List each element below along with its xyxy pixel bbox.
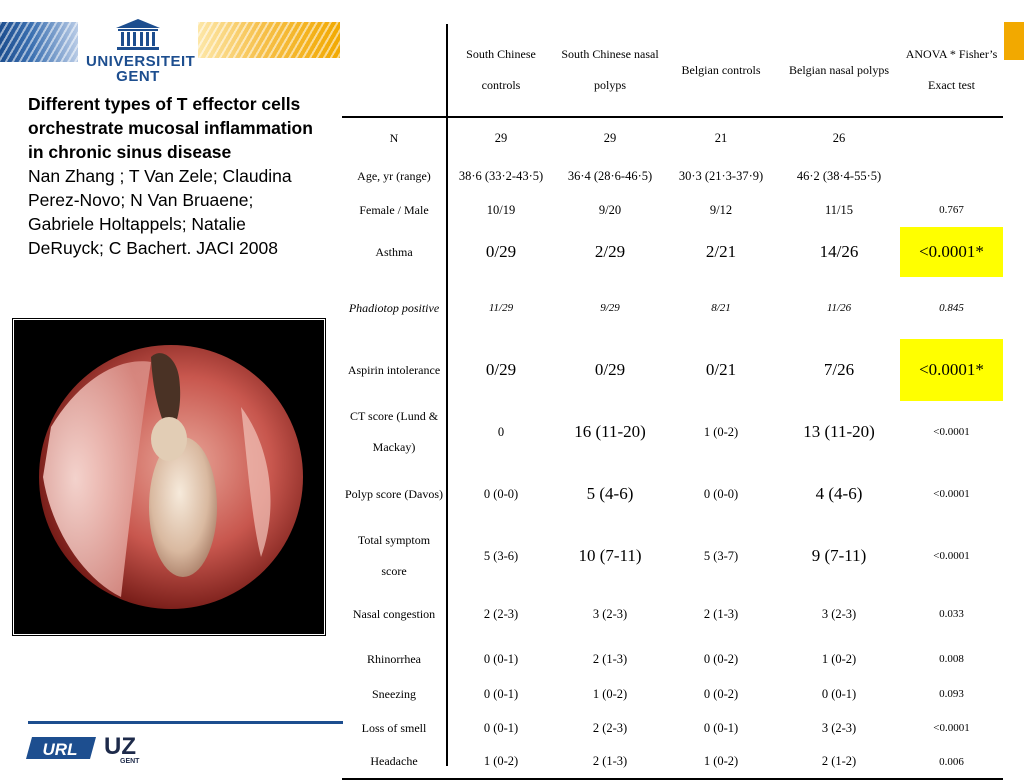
highlighted-p-value: <0.0001*: [900, 339, 1003, 401]
cell: 1 (0-2): [703, 424, 739, 439]
cell: 2 (1-3): [592, 651, 628, 666]
table-row: [342, 339, 1003, 401]
cell: 2 (2-3): [592, 720, 628, 735]
logo-line-2: GENT: [116, 68, 160, 85]
cell: 0 (0-1): [483, 686, 519, 701]
row-label: Rhinorrhea: [367, 651, 421, 666]
title-line-3: in chronic sinus disease: [28, 142, 232, 162]
cell: 11/29: [488, 302, 514, 314]
url-logo-text: URL: [42, 740, 78, 759]
cell: 1 (0-2): [446, 745, 556, 779]
row-label: Loss of smell: [361, 720, 427, 735]
table-row: [342, 677, 1003, 711]
table-row: [342, 525, 1003, 587]
cell: 0 (0-2): [703, 686, 739, 701]
cell: 21: [714, 131, 728, 145]
footer-logos: [26, 730, 146, 768]
cell: 0.767: [939, 204, 964, 216]
cell: [900, 117, 1003, 159]
cell: [900, 159, 1003, 193]
cell: 0.006: [900, 745, 1003, 779]
table-row: [342, 463, 1003, 525]
cell: 4 (4-6): [815, 484, 863, 503]
building-icon: [115, 18, 161, 52]
cell: <0.0001: [933, 426, 970, 438]
authors-line-4: DeRuyck; C Bachert. JACI 2008: [28, 238, 278, 258]
cell: 5 (4-6): [586, 484, 634, 503]
cell: 0 (0-1): [821, 686, 857, 701]
cell: <0.0001: [933, 550, 970, 562]
table-row: [342, 227, 1003, 277]
cell: 2 (1-3): [556, 745, 664, 779]
table-row: [342, 401, 1003, 463]
header-banner-yellow-edge: [1004, 22, 1024, 60]
cell: 0.033: [939, 608, 964, 620]
footer-divider: [28, 721, 343, 724]
cell: 0 (0-1): [483, 651, 519, 666]
table-row: [342, 277, 1003, 339]
row-label: Female / Male: [359, 202, 429, 217]
cell: 1 (0-2): [821, 651, 857, 666]
cell: 1 (0-2): [664, 745, 778, 779]
authors-line-1: Nan Zhang ; T Van Zele; Claudina: [28, 166, 292, 186]
cell: 8/21: [711, 302, 731, 314]
cell: 0.093: [939, 688, 964, 700]
header-banner-blue: [0, 22, 78, 62]
row-label: Polyp score (Davos): [345, 486, 443, 501]
uz-gent-logo-icon: [102, 732, 146, 764]
cell: 0/29: [485, 360, 517, 379]
cell: 2/21: [705, 242, 737, 261]
cell: 10 (7-11): [578, 546, 642, 565]
slide-title: [28, 92, 378, 260]
row-label: N: [389, 131, 399, 145]
header-belgian-nasal-polyps: Belgian nasal polyps: [778, 24, 900, 117]
table-row: [342, 745, 1003, 779]
cell: 29: [494, 131, 508, 145]
cell: 0.008: [939, 653, 964, 665]
cell: 1 (0-2): [592, 686, 628, 701]
cell: <0.0001: [933, 722, 970, 734]
cell: 13 (11-20): [803, 422, 875, 441]
cell: 29: [603, 131, 617, 145]
cell: 16 (11-20): [574, 422, 646, 441]
row-label: Nasal congestion: [352, 606, 436, 621]
cell: 9 (7-11): [811, 546, 867, 565]
cell: 30·3 (21·3-37·9): [678, 168, 764, 183]
table-row: [342, 711, 1003, 745]
cell: 9/20: [598, 202, 622, 217]
cell: 3 (2-3): [821, 606, 857, 621]
table-row: [342, 159, 1003, 193]
row-label: Asthma: [375, 244, 413, 259]
row-label: CT score (Lund & Mackay): [349, 409, 439, 454]
cell: 5 (3-6): [483, 548, 519, 563]
cell: <0.0001: [933, 488, 970, 500]
cell: 0 (0-1): [483, 720, 519, 735]
cell: 2 (1-3): [703, 606, 739, 621]
row-label: Aspirin intolerance: [347, 362, 441, 377]
uz-logo-subtext: GENT: [120, 758, 140, 764]
cell: 0/29: [594, 360, 626, 379]
table-row: [342, 193, 1003, 227]
patient-characteristics-table: [342, 24, 1003, 780]
cell: 46·2 (38·4-55·5): [796, 168, 882, 183]
table-row: [342, 117, 1003, 159]
table-row: [342, 587, 1003, 641]
table-header-row: [342, 24, 1003, 117]
row-label: Headache: [342, 745, 446, 779]
cell: 2 (2-3): [483, 606, 519, 621]
authors-line-2: Perez-Novo; N Van Bruaene;: [28, 190, 254, 210]
cell: 14/26: [819, 242, 859, 261]
cell: 38·6 (33·2-43·5): [458, 168, 544, 183]
cell: 0 (0-2): [703, 651, 739, 666]
cell: 11/15: [824, 202, 853, 217]
title-line-1: Different types of T effector cells: [28, 94, 301, 114]
row-label: Sneezing: [372, 686, 416, 701]
header-banner-yellow: [198, 22, 340, 58]
authors-line-3: Gabriele Holtappels; Natalie: [28, 214, 246, 234]
cell: 7/26: [823, 360, 855, 379]
cell: 26: [832, 131, 846, 145]
header-south-chinese-controls: South Chinese controls: [446, 24, 556, 117]
cell: 3 (2-3): [821, 720, 857, 735]
cell: 0 (0-0): [703, 486, 739, 501]
uz-logo-text: UZ: [104, 733, 136, 760]
cell: 2/29: [594, 242, 626, 261]
endoscopy-image: [11, 317, 327, 637]
row-label: Age, yr (range): [357, 168, 431, 183]
highlighted-p-value: <0.0001*: [900, 227, 1003, 277]
cell: 0 (0-1): [703, 720, 739, 735]
cell: 0 (0-0): [483, 486, 519, 501]
cell: 5 (3-7): [703, 548, 739, 563]
title-line-2: orchestrate mucosal inflammation: [28, 118, 313, 138]
cell: 9/12: [709, 202, 733, 217]
cell: 0/21: [705, 360, 737, 379]
table-row: [342, 641, 1003, 677]
header-anova: ANOVA * Fisher’s Exact test: [900, 24, 1003, 117]
cell: 36·4 (28·6-46·5): [567, 168, 653, 183]
url-logo-icon: [26, 733, 98, 763]
cell: 0/29: [485, 242, 517, 261]
row-label: Total symptom score: [357, 533, 431, 578]
cell: 10/19: [486, 202, 516, 217]
cell: 3 (2-3): [592, 606, 628, 621]
cell: 9/29: [600, 302, 620, 314]
header-belgian-controls: Belgian controls: [664, 24, 778, 117]
cell: 0: [497, 424, 505, 439]
cell: 0.845: [939, 302, 964, 314]
cell: 2 (1-2): [778, 745, 900, 779]
header-south-chinese-nasal-polyps: South Chinese nasal polyps: [556, 24, 664, 117]
row-label: Phadiotop positive: [348, 300, 440, 315]
header-label: [342, 24, 446, 117]
logo-line-1: UNIVERSITEIT: [86, 53, 196, 70]
cell: 11/26: [826, 302, 852, 314]
university-logo: [86, 18, 196, 90]
